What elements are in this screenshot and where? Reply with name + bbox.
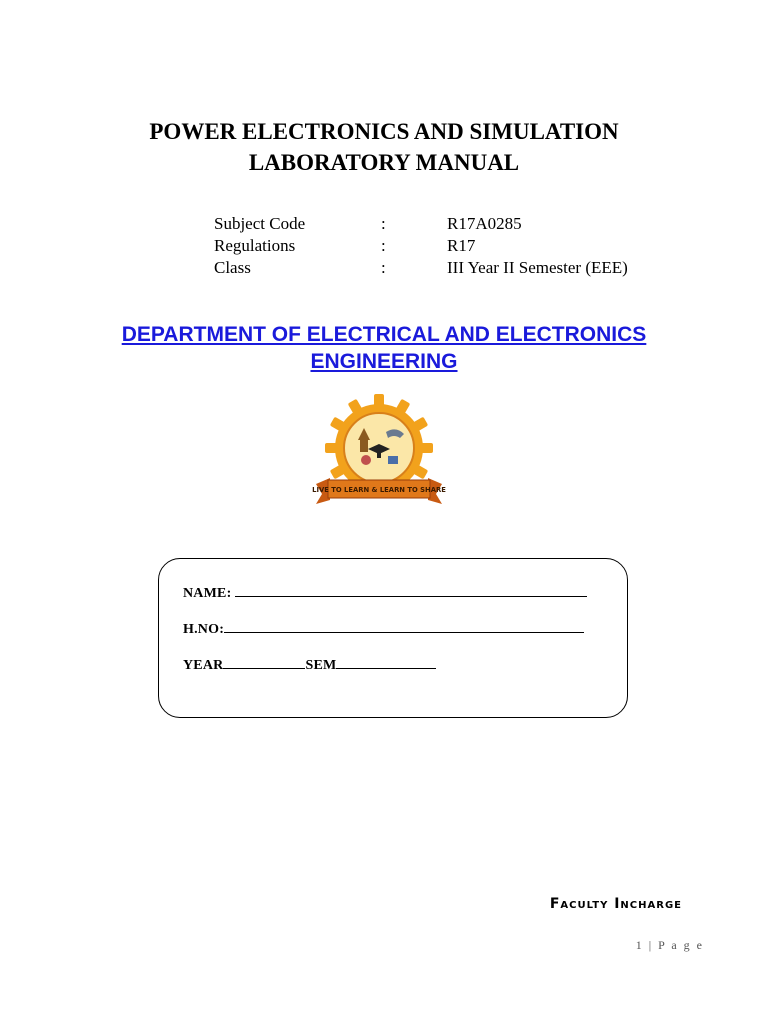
page-number: 1 | P a g e (635, 938, 704, 952)
meta-label: Regulations (214, 236, 296, 255)
motto-ribbon-icon (312, 478, 446, 504)
title-line-1: POWER ELECTRONICS AND SIMULATION (149, 119, 619, 144)
document-title (0, 116, 768, 178)
meta-separator: : (381, 236, 386, 255)
meta-row-class (214, 257, 628, 279)
faculty-incharge-label: Faculty Incharge (549, 896, 682, 912)
meta-value: III Year II Semester (EEE) (447, 258, 628, 277)
meta-label: Class (214, 258, 251, 277)
sem-blank-line[interactable] (336, 656, 436, 669)
hno-label: H.NO: (183, 622, 225, 637)
department-line-2: ENGINEERING (310, 350, 458, 373)
department-line-1: DEPARTMENT OF ELECTRICAL AND ELECTRONICS (121, 323, 647, 346)
meta-separator: : (381, 214, 386, 233)
sem-label: SEM (305, 658, 337, 673)
name-field[interactable] (183, 584, 587, 602)
student-details-box (158, 558, 628, 718)
hno-blank-line[interactable] (224, 620, 584, 633)
name-label: NAME: (183, 586, 236, 601)
course-meta (214, 213, 628, 279)
college-logo (308, 392, 450, 510)
department-heading (0, 321, 768, 375)
year-blank-line[interactable] (223, 656, 305, 669)
meta-row-subject-code (214, 213, 574, 235)
title-line-2: LABORATORY MANUAL (248, 150, 520, 175)
meta-label: Subject Code (214, 214, 306, 233)
meta-separator: : (381, 258, 386, 277)
name-blank-line[interactable] (235, 584, 587, 597)
year-sem-field[interactable] (183, 656, 436, 674)
meta-row-regulations (214, 235, 574, 257)
hno-field[interactable] (183, 620, 584, 638)
meta-value: R17A0285 (447, 214, 522, 233)
year-label: YEAR (183, 658, 224, 673)
meta-value: R17 (447, 236, 476, 255)
motto-text: LIVE TO LEARN & LEARN TO SHARE (312, 486, 446, 494)
